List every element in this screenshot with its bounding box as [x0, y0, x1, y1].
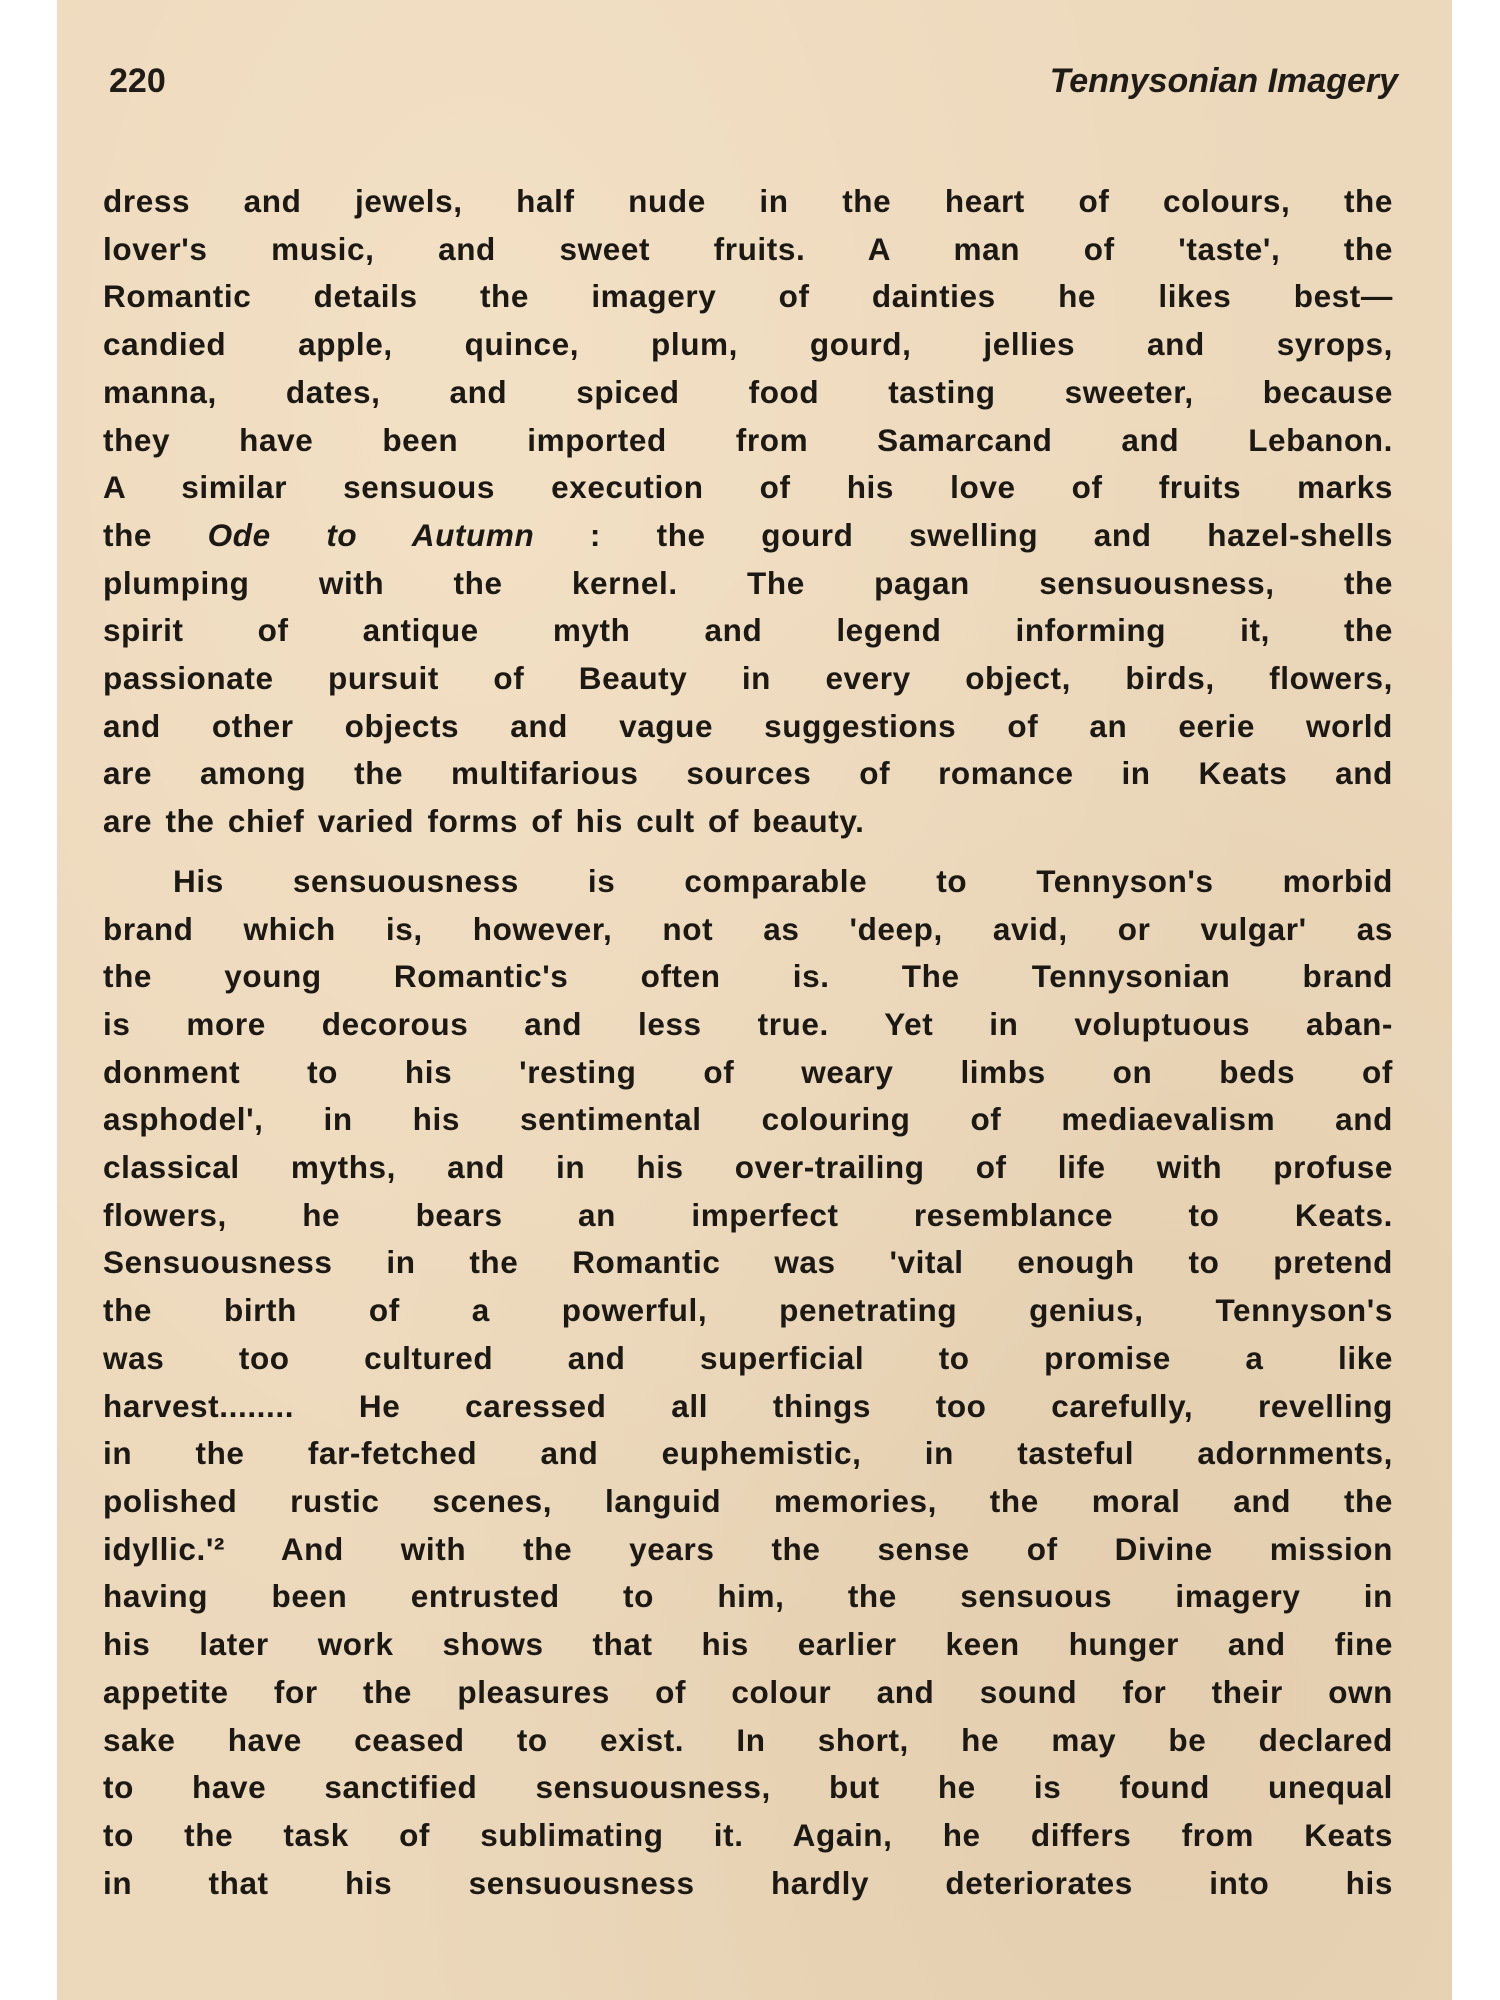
text-line: harvest........ He caressed all things too carefully, revelling	[103, 1387, 1393, 1424]
text-line: His sensuousness is comparable to Tennyson's morbid	[173, 862, 1393, 899]
text-line: flowers, he bears an imperfect resemblance to Keats.	[103, 1196, 1393, 1233]
text-line: candied apple, quince, plum, gourd, jellies and syrops,	[103, 326, 1393, 363]
text-line: the birth of a powerful, penetrating genius, Tennyson's	[103, 1292, 1393, 1329]
text-line: donment to his 'resting of weary limbs on beds of	[103, 1053, 1393, 1090]
text-line: manna, dates, and spiced food tasting sweeter, because	[103, 373, 1393, 410]
body-text	[103, 178, 1393, 1907]
text-line	[103, 512, 1393, 560]
paragraph-1	[103, 178, 1393, 846]
text-line: asphodel', in his sentimental colouring of mediaevalism and	[103, 1101, 1393, 1138]
text-line: classical myths, and in his over-trailing of life with profuse	[103, 1149, 1393, 1186]
paragraph-2	[103, 858, 1393, 1907]
text-line: to the task of sublimating it. Again, he differs from Keats	[103, 1816, 1393, 1853]
text-line: polished rustic scenes, languid memories, the moral and the	[103, 1482, 1393, 1519]
text-line: having been entrusted to him, the sensuous imagery in	[103, 1578, 1393, 1615]
text-line: to have sanctified sensuousness, but he is found unequal	[103, 1769, 1393, 1806]
text-line: spirit of antique myth and legend informing it, the	[103, 612, 1393, 649]
text-line: are among the multifarious sources of romance in Keats and	[103, 755, 1393, 792]
text-segment: the	[103, 516, 208, 553]
text-line: dress and jewels, half nude in the heart of colours, the	[103, 183, 1393, 219]
text-line: passionate pursuit of Beauty in every object, birds, flowers,	[103, 660, 1393, 697]
text-line: the young Romantic's often is. The Tennysonian brand	[103, 958, 1393, 995]
running-title: Tennysonian Imagery	[1049, 62, 1398, 100]
text-line: sake have ceased to exist. In short, he may be declared	[103, 1721, 1393, 1758]
text-line: Romantic details the imagery of dainties he likes best—	[103, 278, 1393, 315]
text-line: in that his sensuousness hardly deteriorates into his	[103, 1864, 1393, 1901]
text-line: lover's music, and sweet fruits. A man of 'taste', the	[103, 230, 1393, 267]
text-line: was too cultured and superficial to promise a like	[103, 1339, 1393, 1376]
work-title: Ode to Autumn	[207, 516, 535, 553]
text-segment: : the gourd swelling and hazel-shells	[534, 516, 1393, 553]
page-header	[109, 62, 1398, 112]
text-line: in the far-fetched and euphemistic, in tasteful adornments,	[103, 1435, 1393, 1472]
text-line: idyllic.'² And with the years the sense of Divine mission	[103, 1530, 1393, 1567]
text-line: Sensuousness in the Romantic was 'vital enough to pretend	[103, 1244, 1393, 1281]
text-line: they have been imported from Samarcand and Lebanon.	[103, 421, 1393, 458]
text-line: are the chief varied forms of his cult of beauty.	[103, 803, 865, 840]
text-line: and other objects and vague suggestions of an eerie world	[103, 707, 1393, 744]
text-line: A similar sensuous execution of his love of fruits marks	[103, 469, 1393, 506]
text-line: appetite for the pleasures of colour and sound for their own	[103, 1673, 1393, 1710]
page-number: 220	[109, 62, 166, 100]
text-line: plumping with the kernel. The pagan sensuousness, the	[103, 564, 1393, 601]
text-line: is more decorous and less true. Yet in voluptuous aban-	[103, 1005, 1393, 1042]
book-page	[57, 0, 1452, 2000]
text-line: brand which is, however, not as 'deep, avid, or vulgar' as	[103, 910, 1393, 947]
text-line: his later work shows that his earlier keen hunger and fine	[103, 1626, 1393, 1663]
